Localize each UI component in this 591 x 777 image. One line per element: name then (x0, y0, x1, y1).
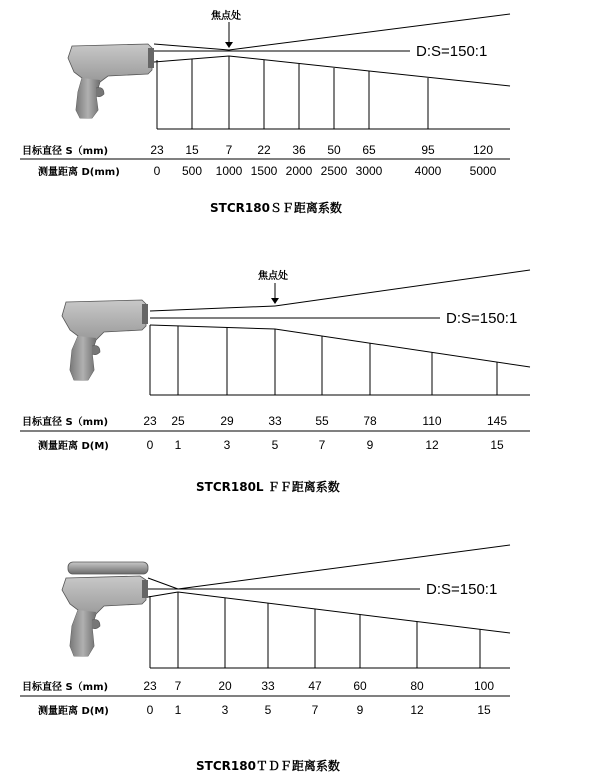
distance-value: 12 (410, 703, 424, 717)
spot-diameter-value: 33 (268, 414, 282, 428)
distance-spot-ratio: D:S=150:1 (416, 43, 488, 60)
spot-diameter-value: 145 (486, 414, 508, 428)
ir-thermometer-gun-icon (62, 300, 148, 380)
distance-values (147, 438, 504, 452)
spot-diameter-values (150, 143, 493, 157)
distance-value: 9 (366, 438, 374, 452)
distance-value: 5 (271, 438, 279, 452)
spot-diameter-value: 23 (143, 414, 157, 428)
spot-diameter-value: 110 (422, 414, 442, 428)
spot-diameter-value: 7 (225, 143, 233, 157)
model-caption: STCR180L ＦＦ距离系数 (196, 480, 340, 494)
distance-value: 12 (425, 438, 439, 452)
distance-value: 4000 (414, 164, 442, 178)
distance-value: 1 (174, 703, 182, 717)
distance-value: 500 (181, 164, 203, 178)
distance-value: 0 (146, 438, 154, 452)
ir-thermometer-gun-icon (68, 44, 154, 118)
diagram-tdf (20, 545, 510, 773)
distance-row-label: 测量距离 D(M) (38, 706, 109, 717)
diagram-lff (20, 269, 530, 494)
spot-diameter-value: 60 (353, 679, 367, 693)
spot-diameter-value: 65 (362, 143, 376, 157)
spot-diameter-value: 78 (363, 414, 377, 428)
optical-cone (148, 545, 510, 668)
distance-value: 0 (146, 703, 154, 717)
spot-diameter-value: 120 (472, 143, 494, 157)
distance-value: 3 (221, 703, 229, 717)
distance-value: 1500 (250, 164, 278, 178)
distance-value: 7 (311, 703, 319, 717)
distance-value: 1 (174, 438, 182, 452)
model-caption: STCR180ＴＤＦ距离系数 (196, 759, 340, 773)
spot-diameter-value: 100 (473, 679, 495, 693)
spot-diameter-value: 7 (174, 679, 182, 693)
distance-values (154, 164, 497, 178)
diagram-sf (20, 9, 510, 215)
spot-diameter-values (143, 414, 507, 428)
distance-value: 5 (264, 703, 272, 717)
distance-value: 9 (356, 703, 364, 717)
distance-value: 3 (223, 438, 231, 452)
distance-value: 0 (153, 164, 161, 178)
spot-diameter-value: 33 (261, 679, 275, 693)
ir-thermometer-gun-with-scope-icon (62, 562, 148, 656)
distance-value: 2500 (320, 164, 348, 178)
distance-value: 1000 (215, 164, 243, 178)
model-caption: STCR180ＳＦ距离系数 (210, 201, 342, 215)
distance-value: 15 (477, 703, 491, 717)
distance-value: 2000 (285, 164, 313, 178)
distance-value: 5000 (469, 164, 497, 178)
distance-value: 3000 (355, 164, 383, 178)
spot-diameter-value: 36 (292, 143, 306, 157)
spot-diameter-value: 80 (410, 679, 424, 693)
spot-diameter-value: 20 (218, 679, 232, 693)
distance-row-label: 测量距离 D(mm) (38, 167, 120, 178)
spot-diameter-value: 55 (315, 414, 329, 428)
spot-diameter-row-label: 目标直径 S（mm) (22, 146, 109, 157)
focus-point-label: 焦点处 (211, 11, 241, 22)
optical-cone (150, 270, 530, 395)
spot-diameter-values (143, 679, 494, 693)
distance-row-label: 测量距离 D(M) (38, 441, 109, 452)
spot-diameter-row-label: 目标直径 S（mm) (22, 682, 109, 693)
spot-diameter-value: 47 (308, 679, 322, 693)
spot-diameter-value: 50 (327, 143, 341, 157)
distance-value: 15 (490, 438, 504, 452)
spot-diameter-value: 23 (143, 679, 157, 693)
optical-cone (154, 14, 510, 129)
spot-diameter-value: 15 (185, 143, 199, 157)
focus-point-label: 焦点处 (258, 271, 288, 282)
distance-spot-ratio: D:S=150:1 (446, 310, 518, 327)
distance-value: 7 (318, 438, 326, 452)
spot-diameter-row-label: 目标直径 S（mm) (22, 417, 109, 428)
spot-diameter-value: 22 (257, 143, 271, 157)
spot-diameter-value: 23 (150, 143, 164, 157)
distance-values (147, 703, 491, 717)
distance-spot-ratio: D:S=150:1 (426, 581, 498, 598)
spot-diameter-value: 29 (220, 414, 234, 428)
spot-diameter-value: 25 (171, 414, 185, 428)
spot-diameter-value: 95 (421, 143, 435, 157)
